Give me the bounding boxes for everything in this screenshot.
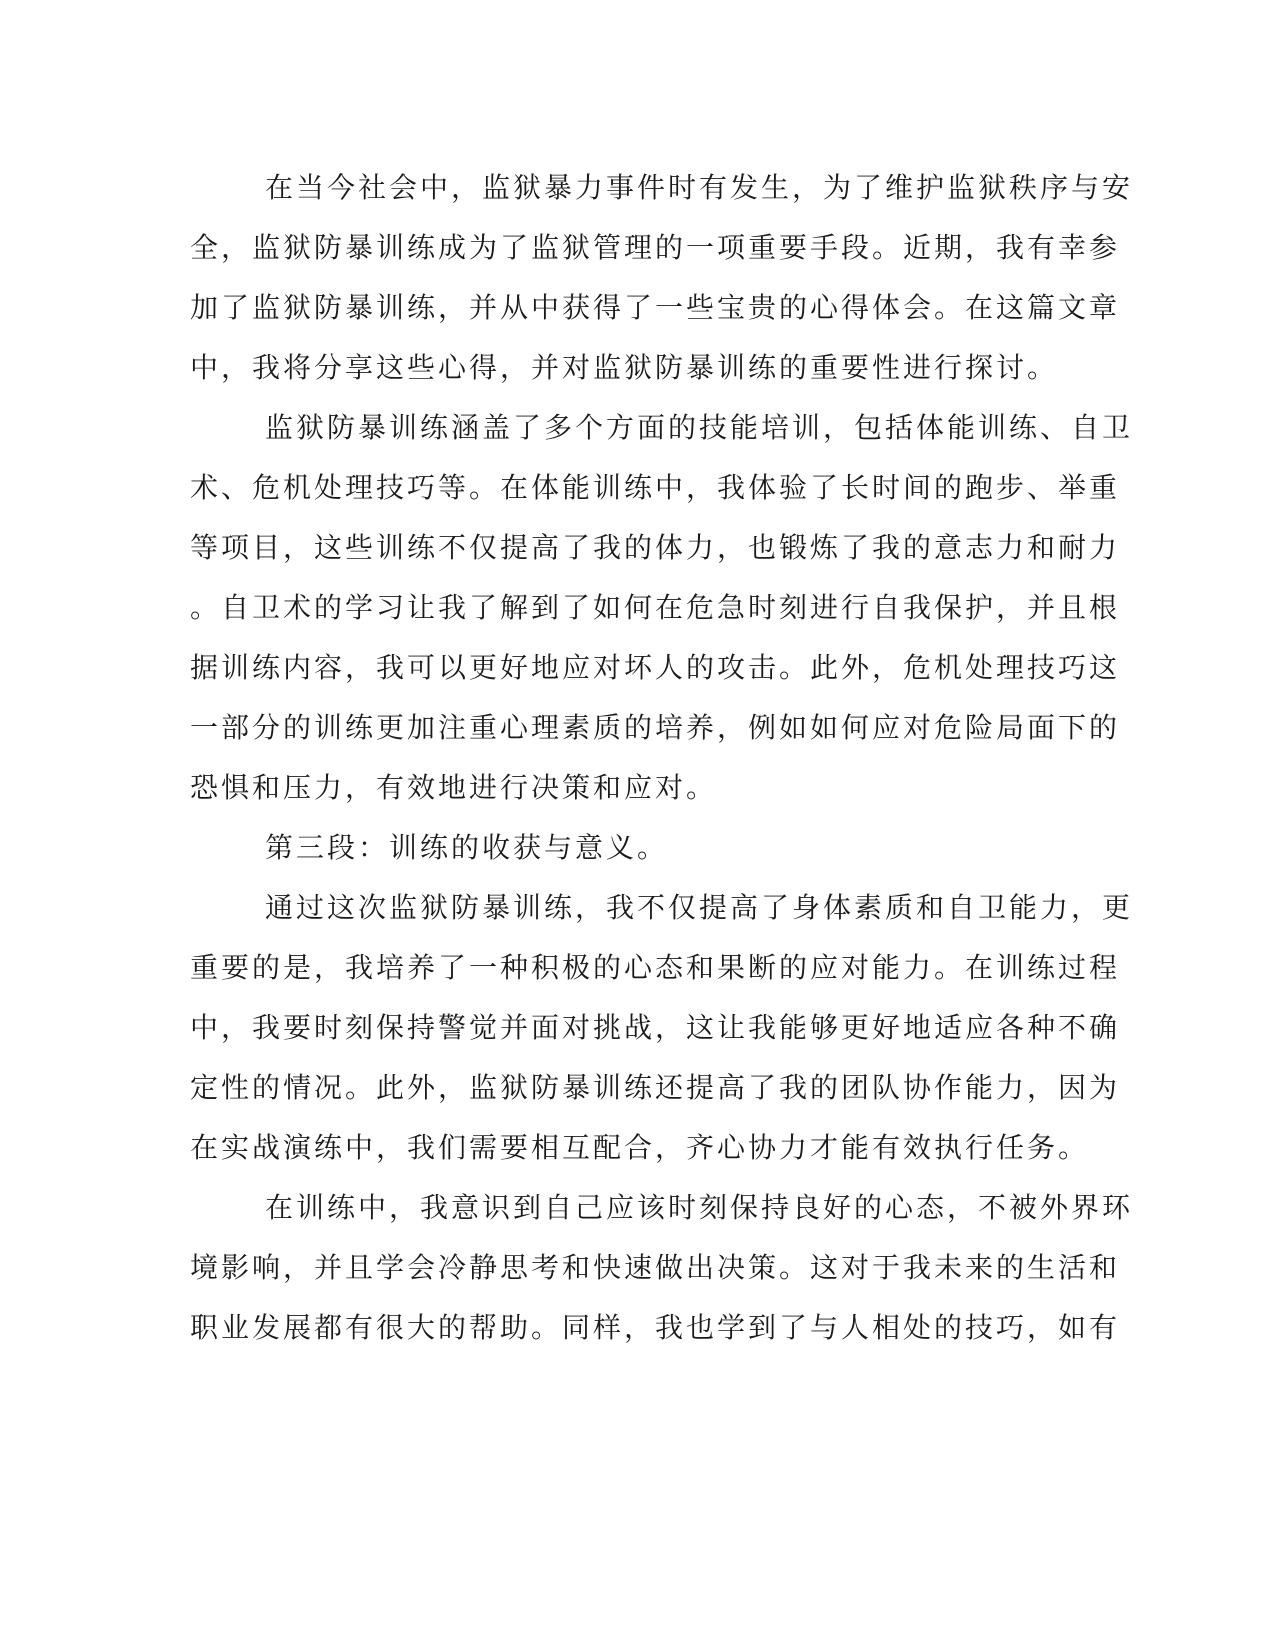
text-line: 在当今社会中，监狱暴力事件时有发生，为了维护监狱秩序与安 [265, 171, 1134, 204]
text-line: 等项目，这些训练不仅提高了我的体力，也锻炼了我的意志力和耐力 [190, 531, 1121, 564]
text-line: 通过这次监狱防暴训练，我不仅提高了身体素质和自卫能力，更 [265, 891, 1134, 924]
text-line: 全，监狱防暴训练成为了监狱管理的一项重要手段。近期，我有幸参 [190, 231, 1121, 264]
text-line: 在训练中，我意识到自己应该时刻保持良好的心态，不被外界环 [265, 1191, 1134, 1224]
text-line: 在实战演练中，我们需要相互配合，齐心协力才能有效执行任务。 [190, 1131, 1090, 1164]
text-line: 一部分的训练更加注重心理素质的培养，例如如何应对危险局面下的 [190, 711, 1121, 744]
text-line: 据训练内容，我可以更好地应对坏人的攻击。此外，危机处理技巧这 [190, 651, 1121, 684]
text-line: 职业发展都有很大的帮助。同样，我也学到了与人相处的技巧，如有 [190, 1311, 1121, 1344]
text-line: 中，我要时刻保持警觉并面对挑战，这让我能够更好地适应各种不确 [190, 1011, 1121, 1044]
text-line: 境影响，并且学会冷静思考和快速做出决策。这对于我未来的生活和 [190, 1251, 1121, 1284]
text-line: 术、危机处理技巧等。在体能训练中，我体验了长时间的跑步、举重 [190, 471, 1121, 504]
text-line: 中，我将分享这些心得，并对监狱防暴训练的重要性进行探讨。 [190, 351, 1059, 384]
text-line: 定性的情况。此外，监狱防暴训练还提高了我的团队协作能力，因为 [190, 1071, 1121, 1104]
text-line: 恐惧和压力，有效地进行决策和应对。 [190, 771, 718, 804]
body-text [190, 158, 1134, 1358]
text-line: 加了监狱防暴训练，并从中获得了一些宝贵的心得体会。在这篇文章 [190, 291, 1121, 324]
text-line: 监狱防暴训练涵盖了多个方面的技能培训，包括体能训练、自卫 [265, 411, 1134, 444]
section-heading: 第三段：训练的收获与意义。 [265, 831, 669, 864]
text-line: 。自卫术的学习让我了解到了如何在危急时刻进行自我保护，并且根 [190, 591, 1121, 624]
text-line: 重要的是，我培养了一种积极的心态和果断的应对能力。在训练过程 [190, 951, 1121, 984]
